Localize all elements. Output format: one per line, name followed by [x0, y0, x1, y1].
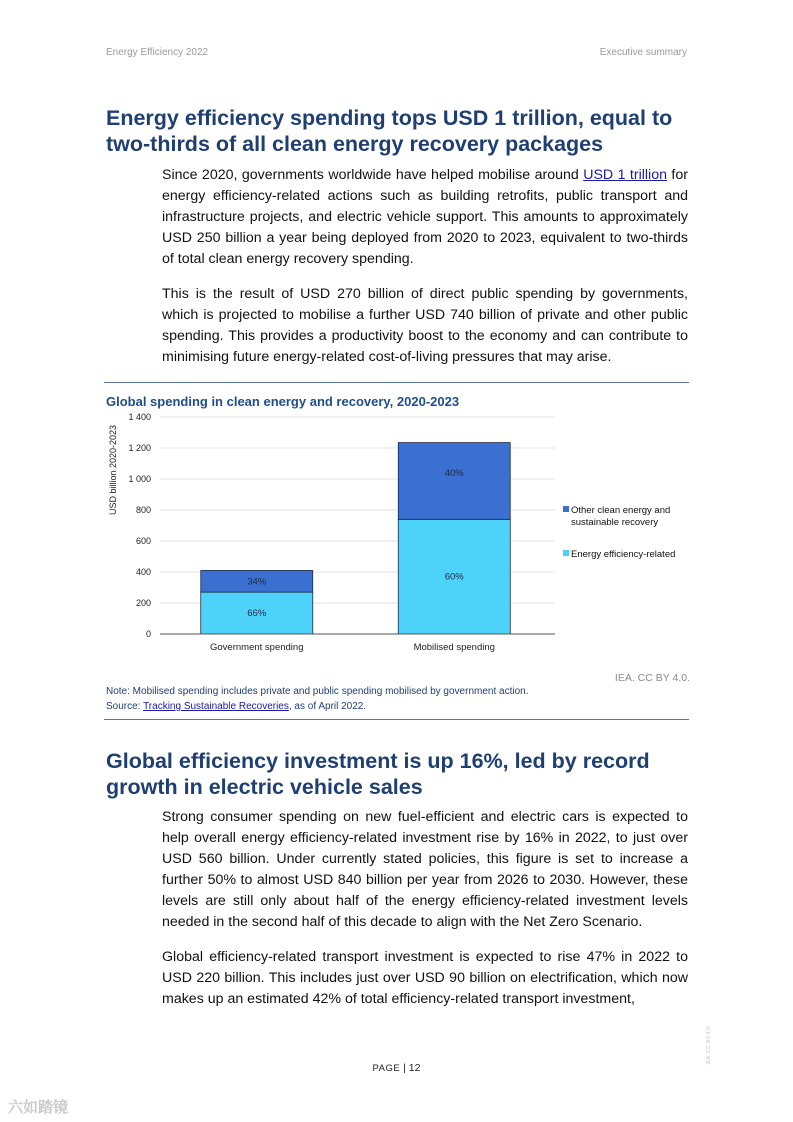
y-tick-label: 600 — [135, 536, 151, 546]
x-category-label: Government spending — [210, 642, 304, 653]
bar-segment — [398, 443, 510, 520]
section2-paragraph-2: Global efficiency-related transport investment is expected to rise 47% in 2022 to USD 220 billion. This includes just over USD 90 billion on electrification, which now makes up an estimated 42% of total efficiency-related transport investment, — [162, 949, 688, 1007]
tracking-sustainable-recoveries-link[interactable]: Tracking Sustainable Recoveries — [143, 701, 289, 712]
section1-paragraph-2: This is the result of USD 270 billion of direct public spending by governments, which is projected to mobilise a further USD 740 billion of private and other public spending. This provides a productivity boost to the economy and can contribute to minimising future energy-related cost-of-living pressures that may arise. — [162, 286, 688, 365]
side-license-mark: IEA. CC BY 4.0. — [706, 1025, 712, 1065]
usd-1-trillion-link[interactable]: USD 1 trillion — [583, 167, 667, 183]
section1-p1-lead: Since 2020, governments worldwide have helped mobilise around — [162, 167, 584, 183]
bar-data-label: 40% — [444, 467, 464, 479]
legend-swatch-efficiency — [563, 550, 569, 556]
watermark-logo: 六如踏镜 — [8, 1099, 69, 1116]
figure-notes — [106, 684, 528, 714]
source-prefix: Source: — [106, 701, 144, 712]
section1-p1-rest: for energy efficiency-related actions such as building retrofits, public transport and infrastructure projects, and electric vehicle support. This amounts to approximately USD 250 billion a year being deployed from 2020 to 2023, equivalent to two-thirds of total clean energy recovery spending. — [162, 167, 688, 267]
section1-paragraph-1 — [162, 165, 688, 270]
section2-body — [162, 807, 688, 1024]
legend-item-other — [563, 505, 683, 529]
header-section-name: Executive summary — [599, 47, 687, 58]
stacked-bar-chart — [125, 410, 560, 655]
x-category-label: Mobilised spending — [413, 642, 495, 653]
figure-top-rule — [104, 382, 689, 383]
section-heading-spending: Energy efficiency spending tops USD 1 trillion, equal to two-thirds of all clean energy recovery packages — [106, 106, 673, 156]
y-tick-label: 1 000 — [128, 474, 151, 484]
legend-label-efficiency: Energy efficiency-related — [571, 549, 676, 560]
legend-item-efficiency — [563, 549, 675, 561]
page-footer — [0, 1062, 793, 1074]
bar-data-label: 66% — [247, 608, 267, 620]
chart-y-axis-label: USD billion 2020-2023 — [108, 424, 118, 516]
y-tick-label: 1 200 — [128, 443, 151, 453]
section-heading-investment: Global efficiency investment is up 16%, led by record growth in electric vehicle sales — [106, 749, 650, 799]
legend-swatch-other — [563, 506, 569, 512]
chart-title: Global spending in clean energy and recovery, 2020-2023 — [106, 394, 460, 409]
section2-paragraph-1: Strong consumer spending on new fuel-efficient and electric cars is expected to help overall energy efficiency-related investment rise by 16% in 2022, to just over USD 560 billion. Under currently stated policies, this figure is set to increase a further 50% to almost USD 840 billion per year from 2026 to 2030. However, these levels are still only about half of the energy efficiency-related investment levels needed in the second half of this decade to align with the Net Zero Scenario. — [162, 809, 688, 930]
figure-source — [106, 699, 528, 714]
bar-data-label: 60% — [444, 571, 464, 583]
y-tick-label: 0 — [145, 629, 151, 639]
y-tick-label: 800 — [135, 505, 151, 515]
bar-data-label: 34% — [247, 576, 267, 588]
page-label: PAGE — [372, 1063, 401, 1074]
y-tick-label: 1 400 — [128, 412, 151, 422]
y-tick-label: 200 — [135, 598, 151, 608]
figure-bottom-rule — [104, 719, 689, 720]
section1-body — [162, 165, 688, 382]
source-suffix: , as of April 2022. — [288, 701, 367, 712]
figure-credit: IEA. CC BY 4.0. — [614, 672, 690, 684]
header-report-title: Energy Efficiency 2022 — [106, 47, 209, 58]
running-header — [106, 47, 687, 63]
page-separator: | — [403, 1062, 406, 1074]
page-number: 12 — [408, 1062, 421, 1074]
figure-note: Note: Mobilised spending includes private and public spending mobilised by government action. — [106, 686, 529, 697]
y-tick-label: 400 — [135, 567, 151, 577]
legend-label-other: Other clean energy and sustainable recovery — [571, 505, 671, 528]
